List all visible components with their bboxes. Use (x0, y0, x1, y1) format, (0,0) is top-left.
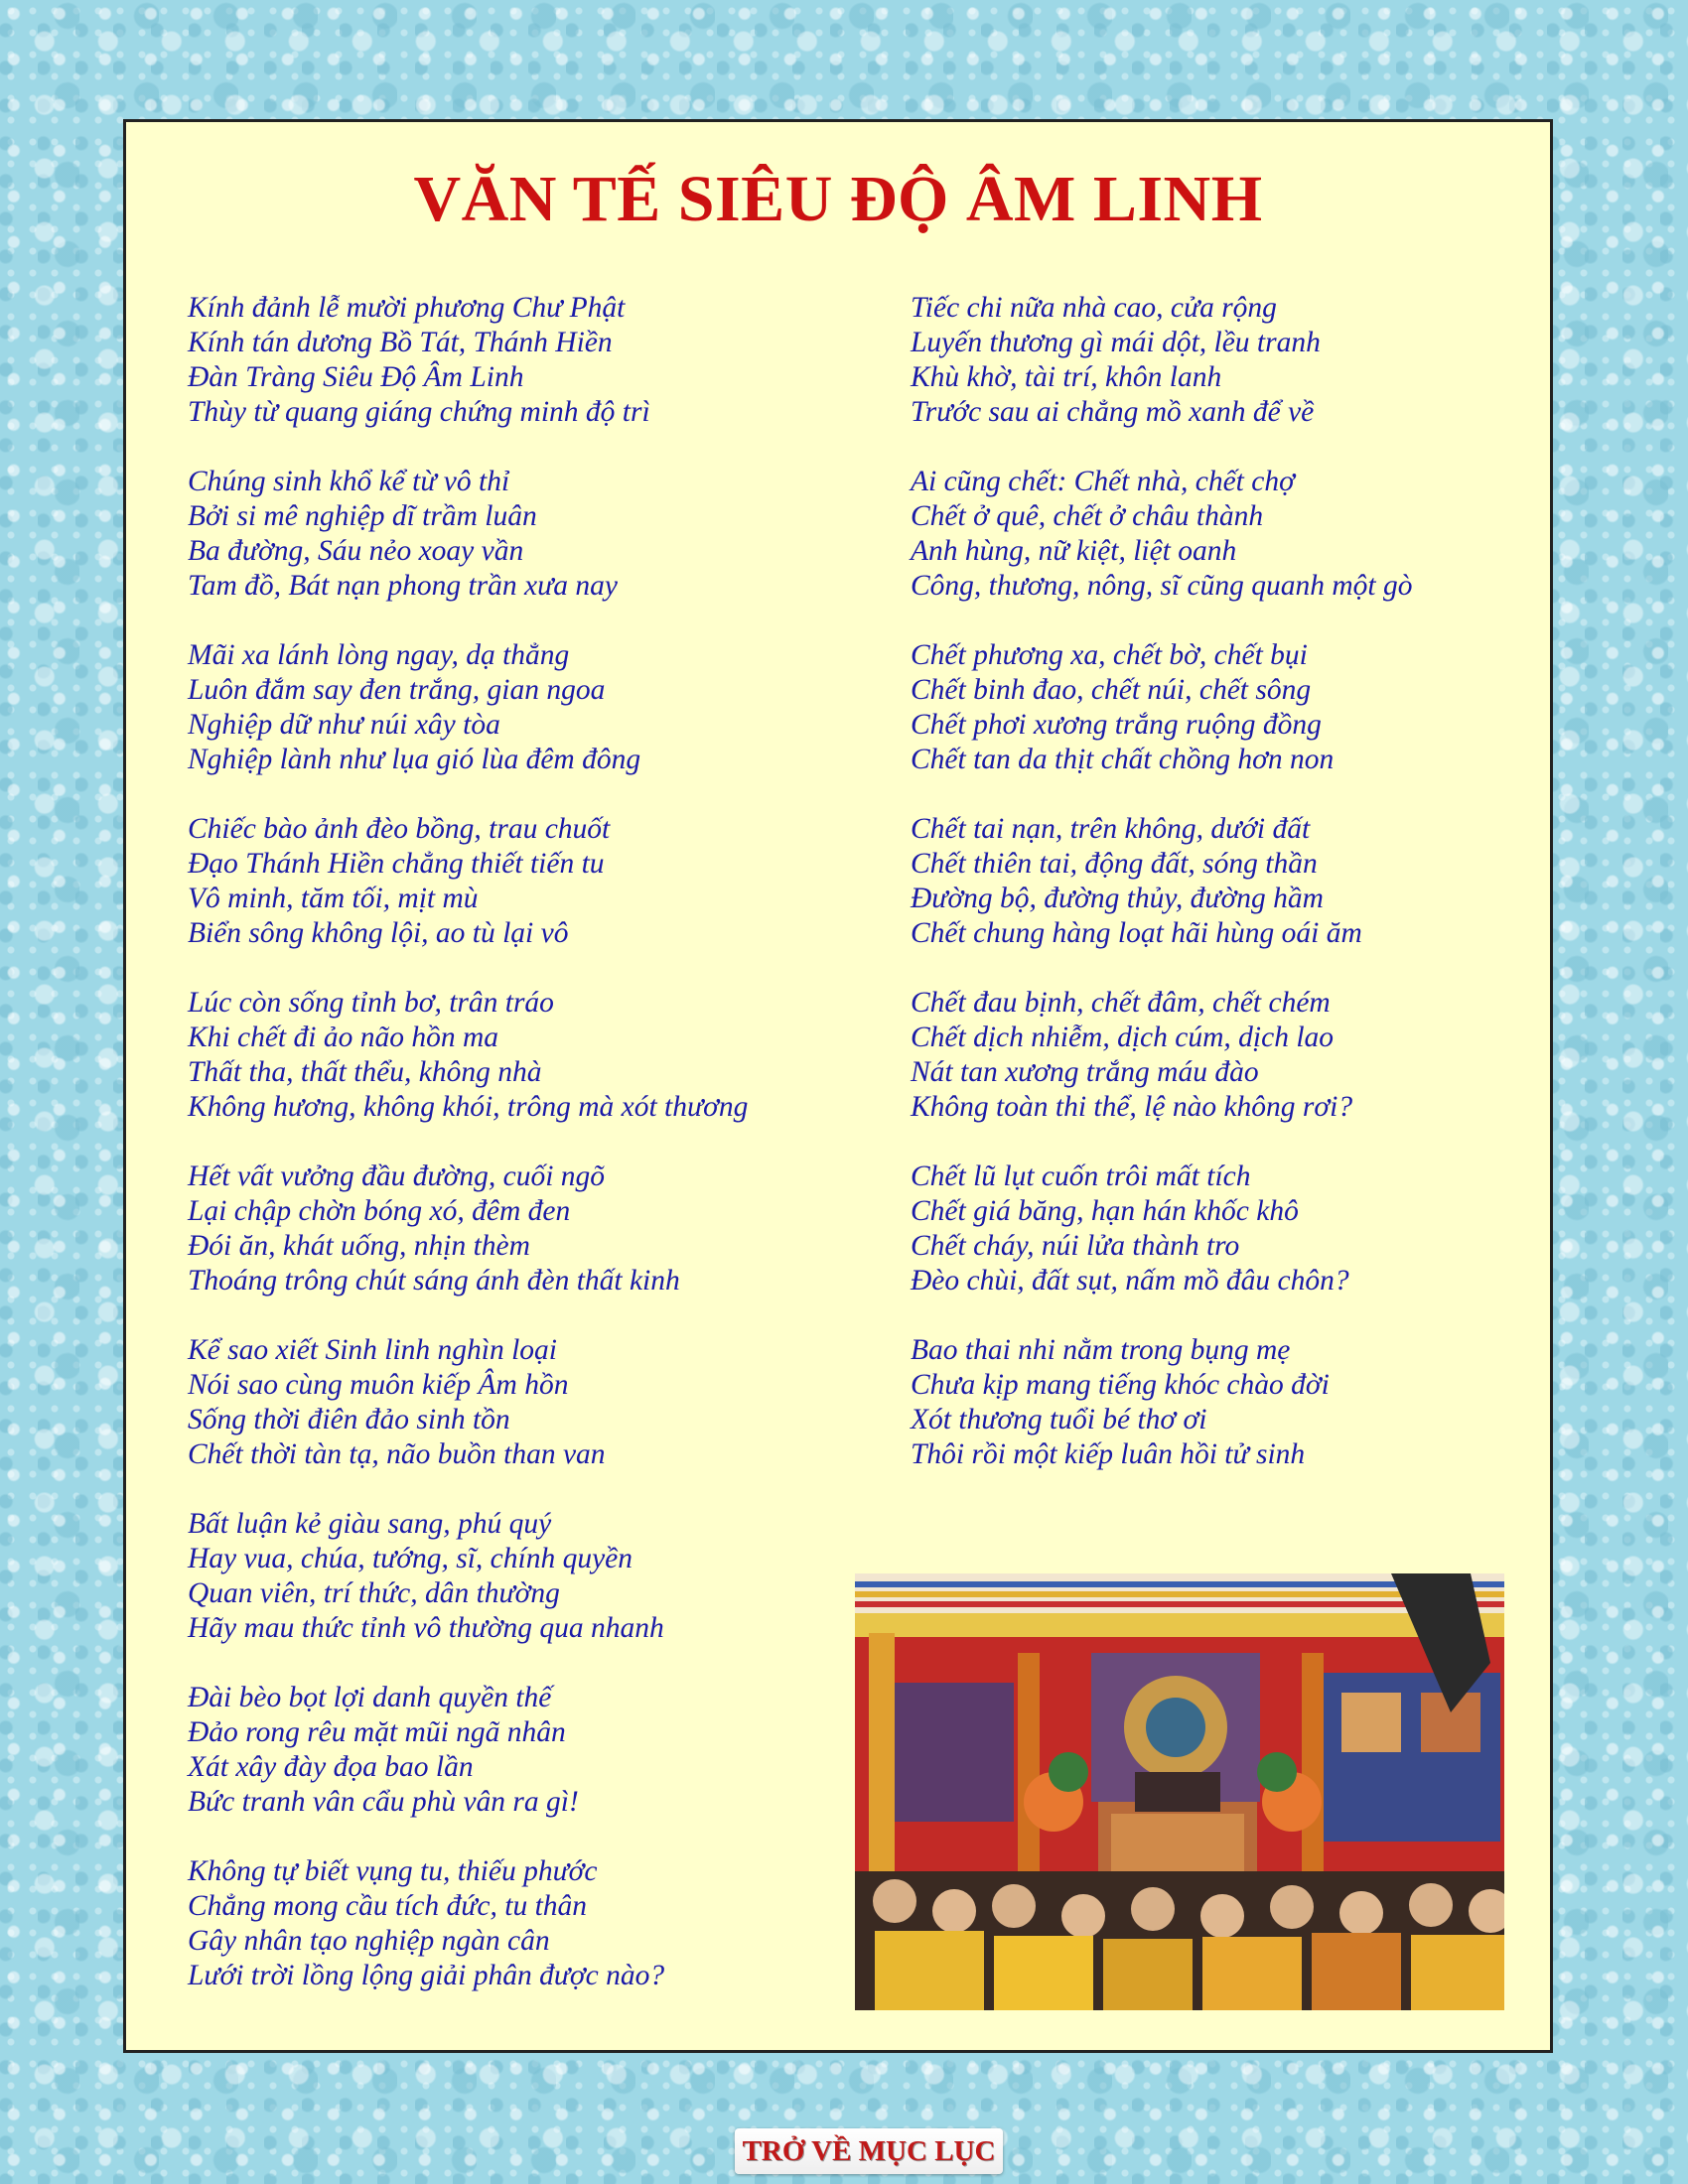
verse-line: Sống thời điên đảo sinh tồn (188, 1404, 510, 1435)
stanza (911, 1333, 1526, 1472)
verse-line: Đàn Tràng Siêu Độ Âm Linh (188, 361, 524, 393)
verse-line: Kính tán dương Bồ Tát, Thánh Hiền (188, 327, 613, 358)
verse-line: Đói ăn, khát uống, nhịn thèm (188, 1230, 530, 1262)
verse-line: Hay vua, chúa, tướng, sĩ, chính quyền (188, 1543, 633, 1574)
stanza (188, 1507, 873, 1646)
verse-line: Luôn đắm say đen trắng, gian ngoa (188, 674, 606, 706)
verse-line: Đảo rong rêu mặt mũi ngã nhân (188, 1716, 566, 1748)
verse-line: Chết thiên tai, động đất, sóng thần (911, 848, 1318, 880)
back-to-contents-link[interactable]: TRỞ VỀ MỤC LỤC (735, 2128, 1003, 2174)
verse-line: Bất luận kẻ giàu sang, phú quý (188, 1508, 552, 1540)
verse-line: Lại chập chờn bóng xó, đêm đen (188, 1195, 571, 1227)
verse-line: Lưới trời lồng lộng giải phân được nào? (188, 1960, 665, 1991)
verse-line: Tam đồ, Bát nạn phong trần xưa nay (188, 570, 618, 602)
verse-line: Chết ở quê, chết ở châu thành (911, 500, 1264, 532)
verse-line: Chẳng mong cầu tích đức, tu thân (188, 1890, 588, 1922)
verse-line: Chết binh đao, chết núi, chết sông (911, 674, 1312, 706)
stanza (911, 812, 1526, 951)
verse-line: Không tự biết vụng tu, thiếu phước (188, 1855, 598, 1887)
verse-line: Đèo chùi, đất sụt, nấm mồ đâu chôn? (911, 1265, 1349, 1297)
stanza (911, 465, 1526, 604)
stanza (188, 465, 873, 604)
verse-line: Chết thời tàn tạ, não buồn than van (188, 1438, 606, 1470)
verse-line: Biển sông không lội, ao tù lại vô (188, 917, 569, 949)
left-column (188, 291, 873, 2028)
verse-line: Chúng sinh khổ kể từ vô thỉ (188, 466, 510, 497)
stanza (188, 291, 873, 430)
verse-line: Quan viên, trí thức, dân thường (188, 1577, 560, 1609)
stanza (911, 291, 1526, 430)
verse-line: Hãy mau thức tỉnh vô thường qua nhanh (188, 1612, 664, 1644)
verse-line: Chết tai nạn, trên không, dưới đất (911, 813, 1311, 845)
verse-line: Đường bộ, đường thủy, đường hầm (911, 883, 1324, 914)
verse-line: Chưa kịp mang tiếng khóc chào đời (911, 1369, 1330, 1401)
stanza (188, 638, 873, 777)
verse-line: Chết cháy, núi lửa thành tro (911, 1230, 1240, 1262)
verse-line: Không toàn thi thể, lệ nào không rơi? (911, 1091, 1353, 1123)
verse-line: Đài bèo bọt lợi danh quyền thế (188, 1682, 552, 1713)
verse-line: Thôi rồi một kiếp luân hồi tử sinh (911, 1438, 1306, 1470)
stanza (188, 1333, 873, 1472)
verse-line: Tiếc chi nữa nhà cao, cửa rộng (911, 292, 1277, 324)
verse-line: Chết chung hàng loạt hãi hùng oái ăm (911, 917, 1362, 949)
verse-line: Chết phơi xương trắng ruộng đồng (911, 709, 1322, 741)
verse-line: Ai cũng chết: Chết nhà, chết chợ (911, 466, 1295, 497)
verse-line: Nghiệp lành như lụa gió lùa đêm đông (188, 744, 641, 775)
verse-line: Nói sao cùng muôn kiếp Âm hồn (188, 1369, 569, 1401)
verse-line: Khi chết đi ảo não hồn ma (188, 1022, 499, 1053)
verse-line: Chết tan da thịt chất chồng hơn non (911, 744, 1335, 775)
verse-line: Trước sau ai chẳng mồ xanh để về (911, 396, 1315, 428)
stanza (188, 986, 873, 1125)
stanza (911, 986, 1526, 1125)
verse-line: Xát xây đày đọa bao lần (188, 1751, 474, 1783)
stanza (911, 638, 1526, 777)
verse-line: Khù khờ, tài trí, khôn lanh (911, 361, 1222, 393)
verse-line: Thất tha, thất thểu, không nhà (188, 1056, 542, 1088)
verse-line: Chết phương xa, chết bờ, chết bụi (911, 639, 1308, 671)
stanza (188, 812, 873, 951)
verse-line: Gây nhân tạo nghiệp ngàn cân (188, 1925, 550, 1957)
verse-line: Thùy từ quang giáng chứng minh độ trì (188, 396, 650, 428)
verse-line: Chết đau bịnh, chết đâm, chết chém (911, 987, 1331, 1019)
stanza (911, 1160, 1526, 1298)
verse-line: Không hương, không khói, trông mà xót thương (188, 1091, 749, 1123)
verse-line: Kể sao xiết Sinh linh nghìn loại (188, 1334, 558, 1366)
verse-line: Bởi si mê nghiệp dĩ trầm luân (188, 500, 537, 532)
verse-line: Bức tranh vân cẩu phù vân ra gì! (188, 1786, 579, 1818)
verse-line: Luyến thương gì mái dột, lều tranh (911, 327, 1321, 358)
ceremony-photo (855, 1573, 1504, 2010)
verse-line: Lúc còn sống tỉnh bơ, trân tráo (188, 987, 554, 1019)
verse-line: Anh hùng, nữ kiệt, liệt oanh (911, 535, 1237, 567)
verse-line: Công, thương, nông, sĩ cũng quanh một gò (911, 570, 1413, 602)
verse-line: Đạo Thánh Hiền chẳng thiết tiến tu (188, 848, 605, 880)
verse-line: Chết dịch nhiễm, dịch cúm, dịch lao (911, 1022, 1335, 1053)
stanza (188, 1681, 873, 1820)
poem-panel (123, 119, 1553, 2053)
verse-line: Nát tan xương trắng máu đào (911, 1056, 1259, 1088)
verse-line: Chiếc bào ảnh đèo bồng, trau chuốt (188, 813, 611, 845)
verse-line: Vô minh, tăm tối, mịt mù (188, 883, 479, 914)
poem-title: VĂN TẾ SIÊU ĐỘ ÂM LINH (413, 163, 1263, 235)
verse-line: Bao thai nhi nằm trong bụng mẹ (911, 1334, 1291, 1366)
stanza (188, 1160, 873, 1298)
verse-line: Chết lũ lụt cuốn trôi mất tích (911, 1160, 1251, 1192)
verse-line: Ba đường, Sáu nẻo xoay vần (188, 535, 524, 567)
verse-line: Mãi xa lánh lòng ngay, dạ thẳng (188, 639, 570, 671)
verse-line: Chết giá băng, hạn hán khốc khô (911, 1195, 1299, 1227)
stanza (188, 1854, 873, 1993)
verse-line: Kính đảnh lễ mười phương Chư Phật (188, 292, 626, 324)
verse-line: Nghiệp dữ như núi xây tòa (188, 709, 500, 741)
verse-line: Hết vất vưởng đầu đường, cuối ngõ (188, 1160, 606, 1192)
verse-line: Xót thương tuổi bé thơ ơi (911, 1404, 1207, 1435)
verse-line: Thoáng trông chút sáng ánh đèn thất kinh (188, 1265, 680, 1297)
right-column (911, 291, 1526, 1507)
